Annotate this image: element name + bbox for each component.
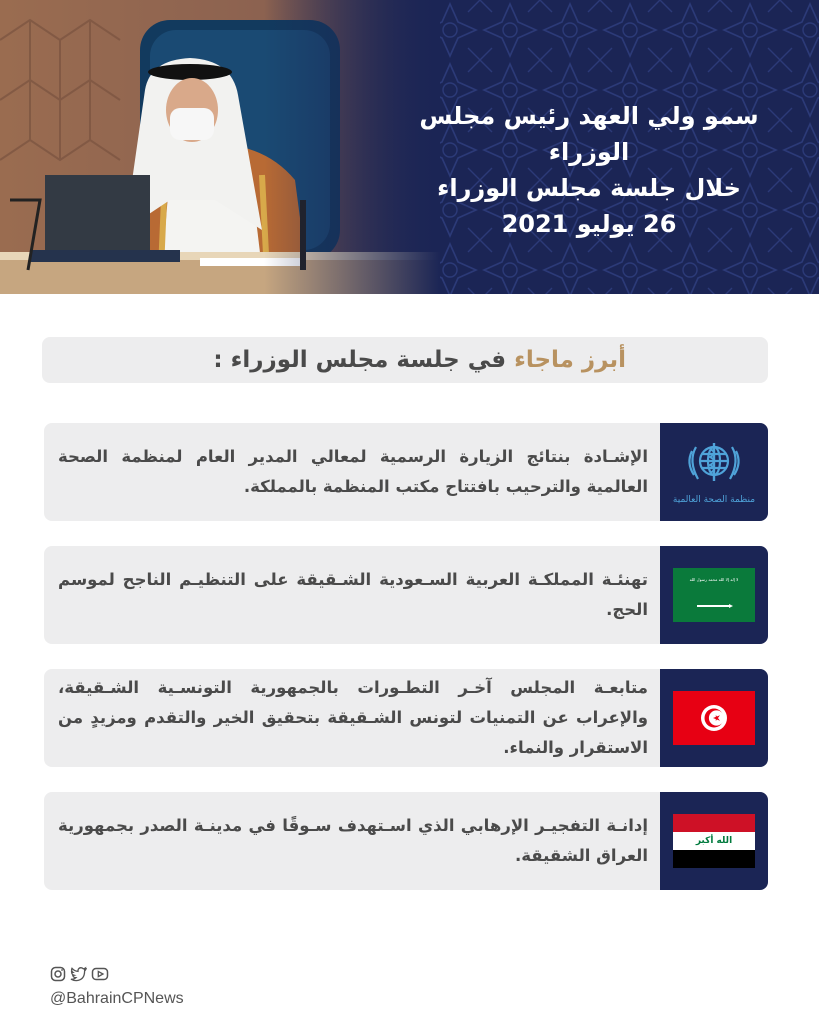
news-item-who xyxy=(44,423,768,521)
item-text xyxy=(58,423,648,521)
saudi-flag-inscription: لا إله إلا الله محمد رسول الله xyxy=(689,577,739,582)
instagram-icon[interactable] xyxy=(50,966,66,982)
who-emblem-label: منظمة الصحة العالمية xyxy=(672,495,756,505)
youtube-icon[interactable] xyxy=(91,966,109,982)
twitter-icon[interactable] xyxy=(70,966,87,982)
item-text-content: الإشـادة بنتائج الزيارة الرسمية لمعالي المدير العام لمنظمة الصحة العالمية والترحيب بافتتاح مكتب المنظمة بالمملكة. xyxy=(58,447,648,496)
news-item-saudi xyxy=(44,546,768,644)
who-emblem-icon xyxy=(682,437,746,493)
item-text-content: متابعـة المجلس آخـر التطـورات بالجمهورية التونسـية الشـقيقة، والإعراب عن التمنيات لتونس الشـقيقة بتحقيق الخير والتقدم ومزيدٍ من الاستقرار والنماء. xyxy=(58,678,648,757)
item-badge xyxy=(660,423,768,521)
crown-prince-photo xyxy=(0,0,440,294)
item-text xyxy=(58,546,648,644)
item-text xyxy=(58,669,648,767)
item-badge xyxy=(660,792,768,890)
item-text-content: إدانـة التفجيـر الإرهابي الذي اسـتهدف سـوقًا في مدينـة الصدر بجمهورية العراق الشقيقة. xyxy=(58,816,648,865)
social-icons xyxy=(50,965,109,983)
news-item-iraq xyxy=(44,792,768,890)
twitter-handle: @BahrainCPNews xyxy=(50,990,184,1007)
section-title-bar xyxy=(42,337,768,383)
header-line-1: سمو ولي العهد رئيس مجلس الوزراء xyxy=(419,102,759,166)
header-banner xyxy=(0,0,819,294)
section-title-accent: أبرز ماجاء xyxy=(514,347,626,373)
item-badge xyxy=(660,669,768,767)
section-title-rest: في جلسة مجلس الوزراء : xyxy=(213,347,515,373)
header-date: 26 يوليو 2021 xyxy=(501,210,677,238)
item-badge xyxy=(660,546,768,644)
header-line-2: خلال جلسة مجلس الوزراء xyxy=(437,174,741,202)
item-text xyxy=(58,792,648,890)
news-item-tunisia xyxy=(44,669,768,767)
header-title xyxy=(379,98,799,242)
item-text-content: تهنئـة المملكـة العربية السـعودية الشـقيقة على التنظيـم الناجح لموسم الحج. xyxy=(58,570,648,619)
tunisia-flag-icon xyxy=(673,691,755,745)
iraq-flag-inscription: الله أكبر xyxy=(695,836,733,846)
